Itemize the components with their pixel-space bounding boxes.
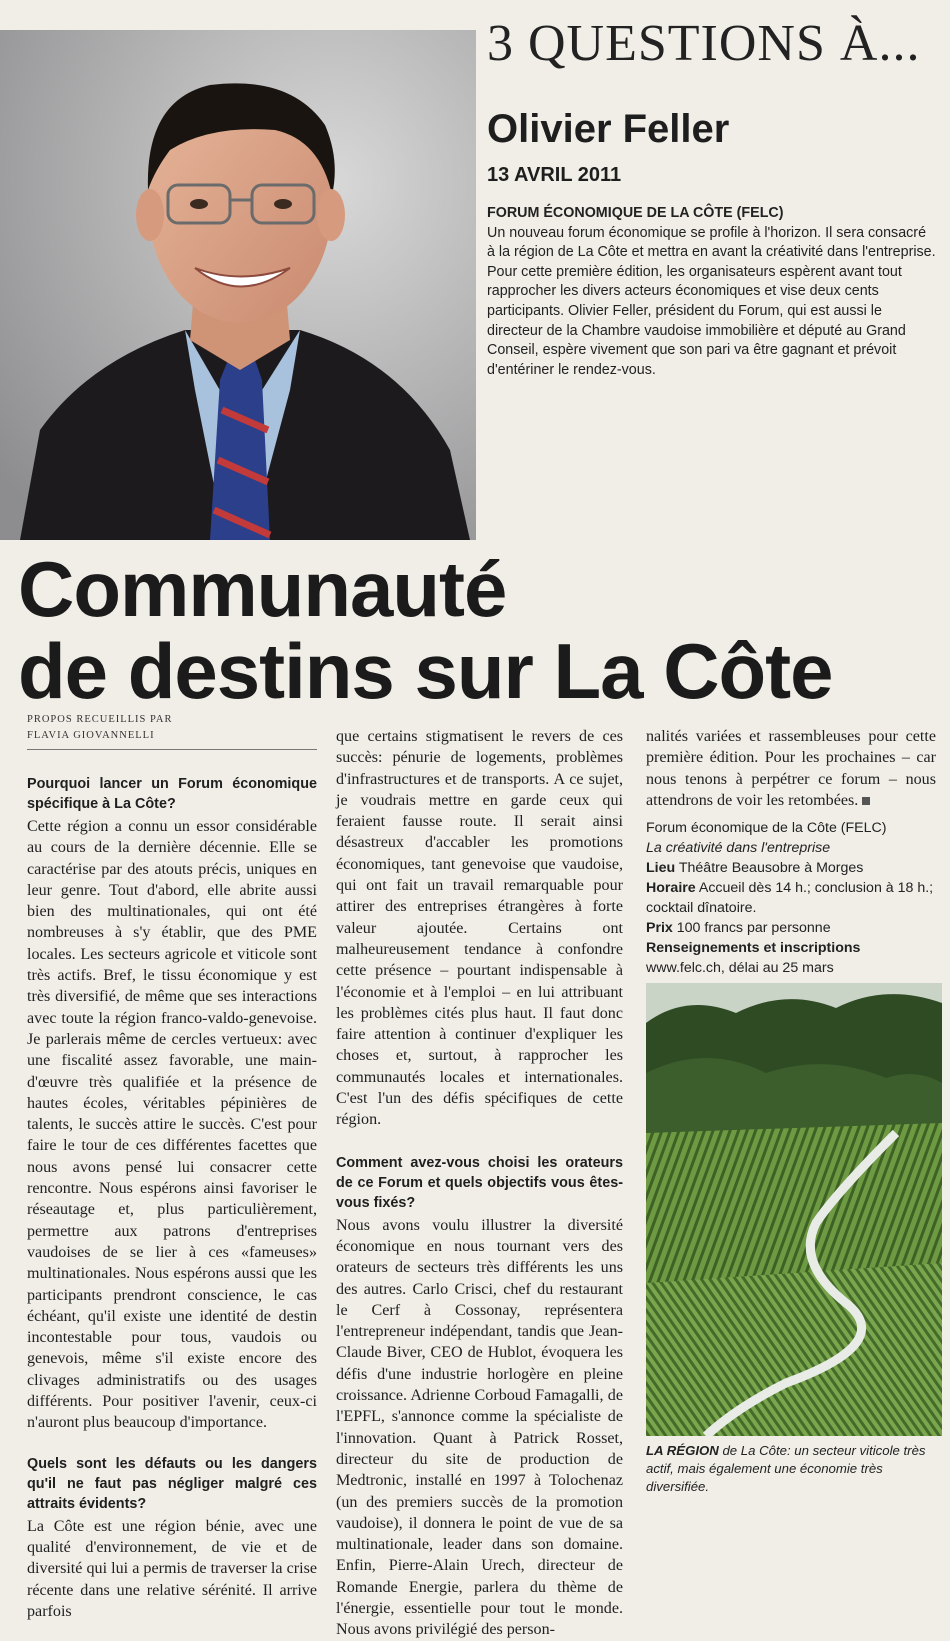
infobox-prix-value: 100 francs par personne [676, 920, 831, 936]
answer-3-part-2-text: nalités variées et rassembleuses pour cette première édition. Pour les prochaines – car nous tenons à perpétrer ce forum – nous attendrons de voir les retombées. [646, 728, 936, 809]
end-mark-icon [862, 797, 870, 805]
infobox-lieu-value: Théâtre Beausobre à Morges [678, 860, 864, 876]
infobox-title: Forum économique de la Côte (FELC) [646, 820, 887, 836]
intro-label: FORUM ÉCONOMIQUE DE LA CÔTE (FELC) [487, 205, 784, 221]
infobox-prix-label: Prix [646, 920, 673, 936]
infobox-horaire-label: Horaire [646, 880, 696, 896]
headline-line-2: de destins sur La Côte [18, 627, 833, 715]
question-2: Quels sont les défauts ou les dangers qu'il ne faut pas négliger malgré ces attraits évidents? [27, 1455, 317, 1512]
byline-divider [27, 749, 317, 750]
infobox-prix [646, 918, 941, 938]
question-3: Comment avez-vous choisi les orateurs de ce Forum et quels objectifs vous êtes-vous fixés? [336, 1154, 623, 1211]
infobox-lieu [646, 858, 941, 878]
article-column-2 [336, 726, 623, 1641]
caption-lead: LA RÉGION [646, 1443, 719, 1458]
headline-line-1: Communauté [18, 545, 507, 633]
vineyard-illustration [646, 983, 942, 1436]
headline [18, 545, 938, 715]
byline-author: FLAVIA GIOVANNELLI [27, 730, 155, 741]
portrait-illustration [0, 30, 476, 540]
photo-caption [646, 1442, 942, 1496]
infobox-lieu-label: Lieu [646, 860, 676, 876]
section-kicker: 3 QUESTIONS À... [487, 15, 921, 72]
infobox-inscriptions [646, 938, 941, 958]
event-infobox [646, 818, 941, 978]
article-column-1 [27, 774, 317, 1622]
article-column-3 [646, 726, 936, 811]
interviewee-name: Olivier Feller [487, 107, 730, 151]
infobox-horaire-value: Accueil dès 14 h.; conclusion à 18 h.; cocktail dînatoire. [646, 880, 934, 916]
portrait-photo [0, 30, 476, 540]
infobox-inscriptions-label: Renseignements et inscriptions [646, 940, 861, 956]
answer-3-part-2 [646, 726, 936, 811]
question-1: Pourquoi lancer un Forum économique spécifique à La Côte? [27, 776, 317, 812]
intro-paragraph [487, 204, 937, 380]
caption-text: de La Côte: un secteur viticole très actif, mais également une économie très diversifiée. [646, 1443, 926, 1494]
answer-1: Cette région a connu un essor considérable au cours de la dernière décennie. Elle se caractérise par des atouts précis, uniques en leur genre. Tout d'abord, elle abrite aussi bien des multinationales, qui ont été nombreuses à s'y établir, que des PME locales. Les secteurs agricole et viticole sont très actifs. Bref, le tissu économique y est très diversifié, de même que ses interactions avec toute la région franco-valdo-genevoise. Je parlerais même de cercles vertueux: avec une fiscalité assez favorable, une main-d'œuvre très qualifiée et la présence de hautes écoles, véritables pépinières de talents, le succès attire le succès. C'est pour faire le tour de ces différentes facettes que nous avons pensé lui consacrer cette rencontre. Nous espérons ainsi favoriser le réseautage et, plus particulièrement, permettre aux patrons d'entreprises vaudoises de se lier à ces «fameuses» multinationales. Nous espérons aussi que les participants prendront conscience, le cas échéant, qu'il existe une identité de destin incontestable pour tous, vaudois ou genevois, même s'il existe encore des clivages administratifs ou des usages différents. Pour positiver l'avenir, ceux-ci n'auront plus beaucoup d'importance. [27, 818, 317, 1432]
answer-2-part-1: La Côte est une région bénie, avec une qualité d'environnement, de vie et de diversité qui lui a permis de traverser la crise récente dans une relative sérénité. Il arrive parfois [27, 1517, 317, 1620]
article-date: 13 AVRIL 2011 [487, 164, 622, 186]
answer-3-part-1: Nous avons voulu illustrer la diversité économique en nous tournant vers des orateurs de secteurs très différents les uns des autres. Carlo Crisci, chef du restaurant le Cerf à Cossonay, représentera l'entrepreneur indépendant, tandis que Jean-Claude Biver, CEO de Hublot, évoquera les défis d'une industrie horlogère en pleine croissance. Adrienne Corboud Famagalli, de l'EPFL, s'annonce comme la spécialiste de l'innovation. Quant à Patrick Rosset, directeur du site de production de Medtronic, installé en 1997 à Tolochenaz (un des premiers succès de la promotion vaudoise), il donnera le point de vue de sa multinationale, leader dans son domaine. Enfin, Pierre-Alain Urech, directeur de Romande Energie, parlera du thème de l'énergie, essentielle pour tout le monde. Nous avons privilégié des person- [336, 1216, 623, 1639]
infobox-subtitle: La créativité dans l'entreprise [646, 840, 831, 856]
byline [27, 712, 172, 744]
infobox-inscriptions-value: www.felc.ch, délai au 25 mars [646, 960, 834, 976]
vineyard-photo [646, 983, 942, 1436]
byline-label: PROPOS RECUEILLIS PAR [27, 714, 173, 725]
infobox-horaire [646, 878, 941, 918]
answer-2-part-2: que certains stigmatisent le revers de ces succès: pénurie de logements, problèmes d'infrastructures et de transports. A ce sujet, je voudrais mettre en garde ceux qui feraient fausse route. Il serait ainsi désastreux d'accabler les promotions économiques, tant genevoise que vaudoise, qui ont fait un travail remarquable pour attirer des entreprises étrangères à forte valeur ajoutée. Certains ont malheureusement tendance à confondre cette présence – pourtant indispensable à l'économie et à l'emploi – en lui attribuant les problèmes cités plus haut. Il faut donc faire attention à continuer d'expliquer les choses et, surtout, à rapprocher les communautés locales et internationales. C'est l'un des défis spécifiques de cette région. [336, 728, 623, 1129]
intro-text: Un nouveau forum économique se profile à l'horizon. Il sera consacré à la région de La Côte et mettra en avant la créativité dans l'entreprise. Pour cette première édition, les organisateurs espèrent avant tout rapprocher les divers acteurs économiques et vise deux cents participants. Olivier Feller, président du Forum, qui est aussi le directeur de la Chambre vaudoise immobilière et député au Grand Conseil, espère vivement que son pari va être gagnant et prévoit d'entériner le rendez-vous. [487, 224, 936, 378]
